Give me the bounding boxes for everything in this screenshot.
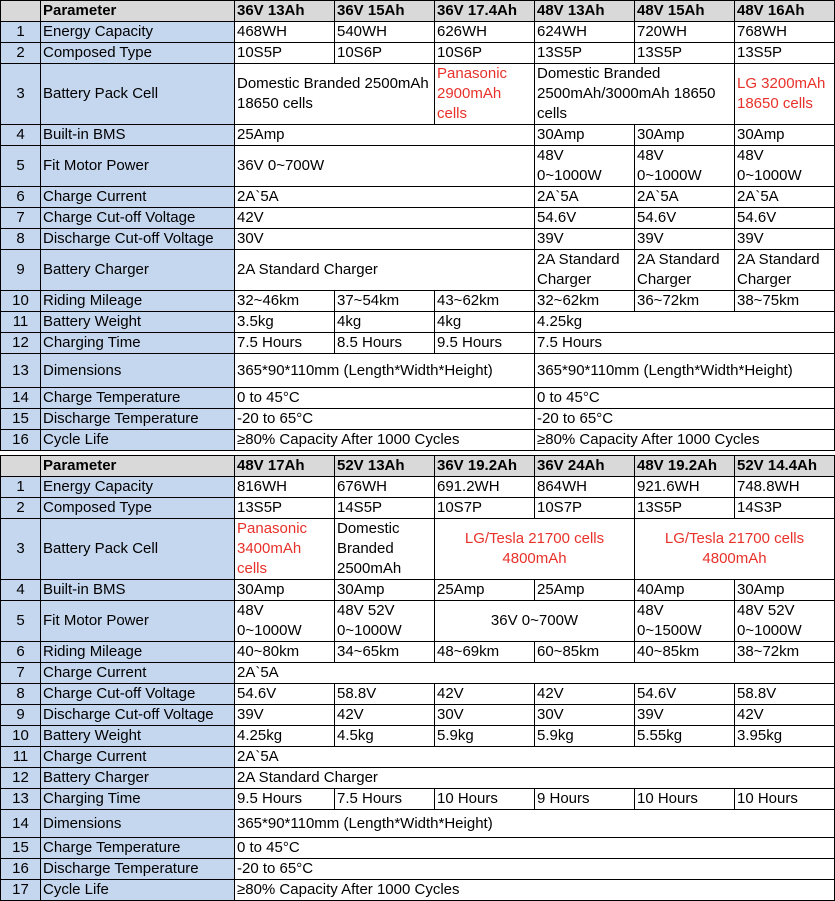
cell: 2A`5A <box>235 187 535 208</box>
cell: 626WH <box>435 22 535 43</box>
cell: 25Amp <box>435 580 535 601</box>
cell: LG 3200mAh 18650 cells <box>735 64 835 125</box>
row-number: 16 <box>1 859 41 880</box>
cell: 0 to 45°C <box>235 388 535 409</box>
table-row <box>1 208 835 229</box>
row-number: 4 <box>1 580 41 601</box>
param-label: Riding Mileage <box>41 642 235 663</box>
table-row <box>1 125 835 146</box>
header-cell: 36V 13Ah <box>235 1 335 22</box>
cell: 4.25kg <box>235 726 335 747</box>
cell: 5.9kg <box>535 726 635 747</box>
cell: 768WH <box>735 22 835 43</box>
row-number: 6 <box>1 642 41 663</box>
table-row <box>1 601 835 642</box>
param-label: Cycle Life <box>41 880 235 901</box>
cell: Domestic Branded 2500mAh 18650 cells <box>235 64 435 125</box>
cell: 48V 52V 0~1000W <box>735 601 835 642</box>
table-row <box>1 409 835 430</box>
cell: 54.6V <box>635 684 735 705</box>
cell: 0 to 45°C <box>235 838 835 859</box>
cell: 720WH <box>635 22 735 43</box>
header-cell <box>1 456 41 477</box>
header-cell: 48V 15Ah <box>635 1 735 22</box>
cell: 48V 0~1000W <box>235 601 335 642</box>
cell: 4.25kg <box>535 312 835 333</box>
param-label: Charging Time <box>41 789 235 810</box>
cell: 48V 0~1000W <box>635 146 735 187</box>
cell: 30V <box>235 229 535 250</box>
cell: 32~62km <box>535 291 635 312</box>
table-row <box>1 789 835 810</box>
row-number: 3 <box>1 64 41 125</box>
cell: 13S5P <box>635 43 735 64</box>
cell: 4kg <box>435 312 535 333</box>
table-row <box>1 430 835 451</box>
table-row <box>1 768 835 789</box>
header-cell: 48V 16Ah <box>735 1 835 22</box>
table-row <box>1 747 835 768</box>
cell: 39V <box>635 229 735 250</box>
header-row <box>1 1 835 22</box>
header-cell: 52V 13Ah <box>335 456 435 477</box>
cell: 365*90*110mm (Length*Width*Height) <box>235 354 535 388</box>
header-row <box>1 456 835 477</box>
cell: 48V 0~1500W <box>635 601 735 642</box>
cell: 9 Hours <box>535 789 635 810</box>
cell: 13S5P <box>635 498 735 519</box>
cell: 10S6P <box>335 43 435 64</box>
param-label: Discharge Cut-off Voltage <box>41 705 235 726</box>
cell: 38~72km <box>735 642 835 663</box>
cell: 30V <box>535 705 635 726</box>
header-cell <box>1 1 41 22</box>
row-number: 11 <box>1 312 41 333</box>
cell: 30Amp <box>735 125 835 146</box>
cell: 4.5kg <box>335 726 435 747</box>
cell: ≥80% Capacity After 1000 Cycles <box>235 880 835 901</box>
table-row <box>1 705 835 726</box>
param-label: Dimensions <box>41 810 235 838</box>
cell: 2A Standard Charger <box>735 250 835 291</box>
cell: LG/Tesla 21700 cells 4800mAh <box>635 519 835 580</box>
cell: 54.6V <box>735 208 835 229</box>
row-number: 3 <box>1 519 41 580</box>
cell: 60~85km <box>535 642 635 663</box>
cell: 7.5 Hours <box>235 333 335 354</box>
row-number: 9 <box>1 250 41 291</box>
row-number: 1 <box>1 477 41 498</box>
row-number: 8 <box>1 229 41 250</box>
param-label: Fit Motor Power <box>41 601 235 642</box>
cell: ≥80% Capacity After 1000 Cycles <box>235 430 535 451</box>
cell: 3.5kg <box>235 312 335 333</box>
cell: 42V <box>335 705 435 726</box>
cell: Panasonic 2900mAh cells <box>435 64 535 125</box>
row-number: 5 <box>1 146 41 187</box>
cell: -20 to 65°C <box>235 409 535 430</box>
header-cell: 36V 24Ah <box>535 456 635 477</box>
cell: 2A`5A <box>235 747 835 768</box>
row-number: 2 <box>1 43 41 64</box>
row-number: 10 <box>1 726 41 747</box>
cell: 676WH <box>335 477 435 498</box>
row-number: 7 <box>1 208 41 229</box>
cell: 13S5P <box>535 43 635 64</box>
cell: Panasonic 3400mAh cells <box>235 519 335 580</box>
cell: 2A Standard Charger <box>535 250 635 291</box>
cell: 10S7P <box>435 498 535 519</box>
cell: -20 to 65°C <box>235 859 835 880</box>
param-label: Charging Time <box>41 333 235 354</box>
cell: 10S7P <box>535 498 635 519</box>
cell: 58.8V <box>735 684 835 705</box>
cell: 2A Standard Charger <box>235 768 835 789</box>
table-row <box>1 498 835 519</box>
row-number: 14 <box>1 810 41 838</box>
cell: 9.5 Hours <box>435 333 535 354</box>
cell: 365*90*110mm (Length*Width*Height) <box>535 354 835 388</box>
table-row <box>1 64 835 125</box>
cell: 39V <box>235 705 335 726</box>
cell: 48V 0~1000W <box>535 146 635 187</box>
cell: 30Amp <box>335 580 435 601</box>
header-cell: Parameter <box>41 456 235 477</box>
cell: 40~80km <box>235 642 335 663</box>
table-row <box>1 333 835 354</box>
cell: 39V <box>535 229 635 250</box>
cell: 30V <box>435 705 535 726</box>
cell: 43~62km <box>435 291 535 312</box>
cell: 40Amp <box>635 580 735 601</box>
param-label: Battery Weight <box>41 726 235 747</box>
cell: Domestic Branded 2500mAh <box>335 519 435 580</box>
cell: 48~69km <box>435 642 535 663</box>
cell: 9.5 Hours <box>235 789 335 810</box>
header-cell: 36V 17.4Ah <box>435 1 535 22</box>
cell: 38~75km <box>735 291 835 312</box>
cell: 4kg <box>335 312 435 333</box>
cell: 37~54km <box>335 291 435 312</box>
cell: 2A`5A <box>535 187 635 208</box>
cell: 39V <box>735 229 835 250</box>
header-cell: 36V 15Ah <box>335 1 435 22</box>
param-label: Charge Current <box>41 747 235 768</box>
header-cell: 48V 19.2Ah <box>635 456 735 477</box>
battery-spec-table-2 <box>0 455 835 901</box>
cell: 5.55kg <box>635 726 735 747</box>
cell: 2A`5A <box>235 663 835 684</box>
cell: 2A Standard Charger <box>635 250 735 291</box>
param-label: Energy Capacity <box>41 477 235 498</box>
table-row <box>1 22 835 43</box>
cell: 468WH <box>235 22 335 43</box>
cell: 10 Hours <box>435 789 535 810</box>
param-label: Battery Charger <box>41 768 235 789</box>
table-row <box>1 519 835 580</box>
cell: 10 Hours <box>635 789 735 810</box>
cell: 8.5 Hours <box>335 333 435 354</box>
table-row <box>1 250 835 291</box>
row-number: 13 <box>1 354 41 388</box>
param-label: Discharge Temperature <box>41 859 235 880</box>
cell: 540WH <box>335 22 435 43</box>
param-label: Built-in BMS <box>41 125 235 146</box>
cell: 365*90*110mm (Length*Width*Height) <box>235 810 835 838</box>
cell: 691.2WH <box>435 477 535 498</box>
param-label: Battery Weight <box>41 312 235 333</box>
cell: 13S5P <box>235 498 335 519</box>
cell: 30Amp <box>635 125 735 146</box>
cell: -20 to 65°C <box>535 409 835 430</box>
param-label: Built-in BMS <box>41 580 235 601</box>
cell: 36V 0~700W <box>235 146 535 187</box>
cell: 39V <box>635 705 735 726</box>
param-label: Discharge Temperature <box>41 409 235 430</box>
cell: 36~72km <box>635 291 735 312</box>
row-number: 6 <box>1 187 41 208</box>
row-number: 15 <box>1 409 41 430</box>
row-number: 16 <box>1 430 41 451</box>
cell: 34~65km <box>335 642 435 663</box>
cell: ≥80% Capacity After 1000 Cycles <box>535 430 835 451</box>
param-label: Charge Temperature <box>41 838 235 859</box>
param-label: Dimensions <box>41 354 235 388</box>
row-number: 4 <box>1 125 41 146</box>
cell: 42V <box>535 684 635 705</box>
param-label: Composed Type <box>41 498 235 519</box>
row-number: 10 <box>1 291 41 312</box>
table-row <box>1 229 835 250</box>
header-cell: 36V 19.2Ah <box>435 456 535 477</box>
table-row <box>1 388 835 409</box>
header-cell: 48V 17Ah <box>235 456 335 477</box>
table-row <box>1 880 835 901</box>
cell: 2A Standard Charger <box>235 250 535 291</box>
cell: 42V <box>735 705 835 726</box>
table-row <box>1 187 835 208</box>
cell: 54.6V <box>635 208 735 229</box>
row-number: 13 <box>1 789 41 810</box>
row-number: 17 <box>1 880 41 901</box>
cell: 14S3P <box>735 498 835 519</box>
cell: 25Amp <box>535 580 635 601</box>
cell: 864WH <box>535 477 635 498</box>
cell: 10S5P <box>235 43 335 64</box>
table-row <box>1 146 835 187</box>
cell: 58.8V <box>335 684 435 705</box>
cell: 40~85km <box>635 642 735 663</box>
table-row <box>1 810 835 838</box>
cell: 921.6WH <box>635 477 735 498</box>
table-row <box>1 642 835 663</box>
table-row <box>1 838 835 859</box>
param-label: Cycle Life <box>41 430 235 451</box>
cell: 5.9kg <box>435 726 535 747</box>
param-label: Composed Type <box>41 43 235 64</box>
cell: 54.6V <box>535 208 635 229</box>
cell: 42V <box>235 208 535 229</box>
cell: 816WH <box>235 477 335 498</box>
cell: 624WH <box>535 22 635 43</box>
cell: 30Amp <box>735 580 835 601</box>
row-number: 12 <box>1 768 41 789</box>
cell: 30Amp <box>535 125 635 146</box>
cell: 48V 0~1000W <box>735 146 835 187</box>
cell: 748.8WH <box>735 477 835 498</box>
cell: 14S5P <box>335 498 435 519</box>
table-row <box>1 859 835 880</box>
table-row <box>1 684 835 705</box>
table-row <box>1 354 835 388</box>
cell: 54.6V <box>235 684 335 705</box>
cell: 3.95kg <box>735 726 835 747</box>
row-number: 14 <box>1 388 41 409</box>
cell: 48V 52V 0~1000W <box>335 601 435 642</box>
cell: 10S6P <box>435 43 535 64</box>
cell: 7.5 Hours <box>335 789 435 810</box>
param-label: Battery Charger <box>41 250 235 291</box>
param-label: Charge Temperature <box>41 388 235 409</box>
header-cell: 48V 13Ah <box>535 1 635 22</box>
table-row <box>1 663 835 684</box>
param-label: Charge Cut-off Voltage <box>41 208 235 229</box>
param-label: Battery Pack Cell <box>41 519 235 580</box>
param-label: Charge Current <box>41 663 235 684</box>
cell: 13S5P <box>735 43 835 64</box>
row-number: 5 <box>1 601 41 642</box>
table-row <box>1 726 835 747</box>
row-number: 8 <box>1 684 41 705</box>
row-number: 9 <box>1 705 41 726</box>
cell: 25Amp <box>235 125 535 146</box>
param-label: Charge Current <box>41 187 235 208</box>
table-row <box>1 291 835 312</box>
cell: 10 Hours <box>735 789 835 810</box>
row-number: 2 <box>1 498 41 519</box>
row-number: 1 <box>1 22 41 43</box>
table-row <box>1 477 835 498</box>
header-cell: 52V 14.4Ah <box>735 456 835 477</box>
param-label: Discharge Cut-off Voltage <box>41 229 235 250</box>
cell: 32~46km <box>235 291 335 312</box>
cell: LG/Tesla 21700 cells 4800mAh <box>435 519 635 580</box>
header-cell: Parameter <box>41 1 235 22</box>
cell: 42V <box>435 684 535 705</box>
cell: 2A`5A <box>735 187 835 208</box>
param-label: Battery Pack Cell <box>41 64 235 125</box>
cell: 7.5 Hours <box>535 333 835 354</box>
row-number: 11 <box>1 747 41 768</box>
table-row <box>1 312 835 333</box>
param-label: Fit Motor Power <box>41 146 235 187</box>
param-label: Riding Mileage <box>41 291 235 312</box>
cell: 0 to 45°C <box>535 388 835 409</box>
row-number: 12 <box>1 333 41 354</box>
cell: 36V 0~700W <box>435 601 635 642</box>
param-label: Charge Cut-off Voltage <box>41 684 235 705</box>
cell: Domestic Branded 2500mAh/3000mAh 18650 cells <box>535 64 735 125</box>
row-number: 15 <box>1 838 41 859</box>
table-row <box>1 580 835 601</box>
cell: 2A`5A <box>635 187 735 208</box>
param-label: Energy Capacity <box>41 22 235 43</box>
cell: 30Amp <box>235 580 335 601</box>
row-number: 7 <box>1 663 41 684</box>
table-row <box>1 43 835 64</box>
